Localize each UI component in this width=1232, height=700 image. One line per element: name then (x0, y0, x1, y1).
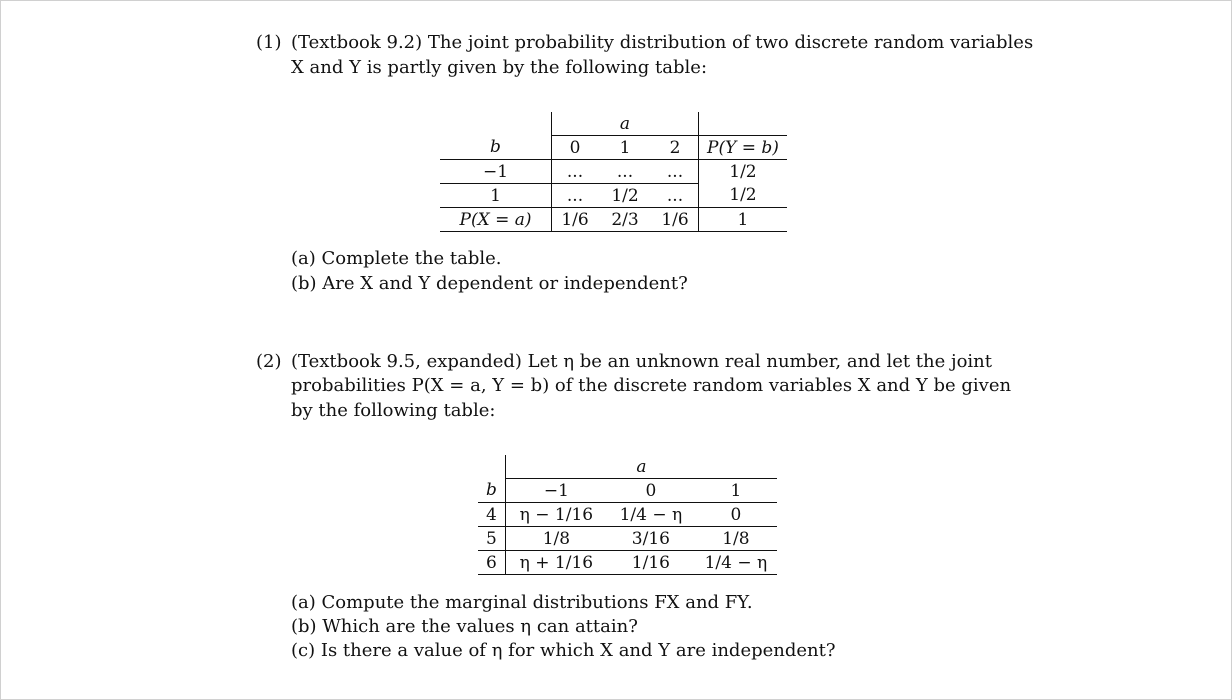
table-row (478, 527, 777, 551)
table1-cell: ... (652, 184, 699, 208)
table1-cell: ... (552, 160, 599, 184)
table1-row-b: 1 (440, 184, 552, 208)
table1-marg-x: 1/6 (652, 208, 699, 232)
problem2-text-line2: probabilities P(X = a, Y = b) of the discrete random variables X and Y be given (291, 375, 1012, 396)
table-row (478, 503, 777, 527)
table1-marg-y-header: P(Y = b) (699, 136, 787, 160)
table1-a-value: 1 (598, 136, 652, 160)
table2-cell: 1/4 − η (695, 551, 777, 575)
table1-row-b: −1 (440, 160, 552, 184)
problem1-question-b: (b) Are X and Y dependent or independent? (291, 273, 688, 294)
table1-col-b: b (440, 136, 552, 160)
table1-a-value: 2 (652, 136, 699, 160)
problem1-number: (1) (256, 32, 282, 53)
table2-col-b: b (478, 479, 505, 503)
table-row (478, 551, 777, 575)
table1-marg-x: 1/6 (552, 208, 599, 232)
problem2-question-b: (b) Which are the values η can attain? (291, 616, 638, 637)
table1-marg-x-label: P(X = a) (440, 208, 552, 232)
table2-cell: 1/8 (695, 527, 777, 551)
table1-cell: ... (552, 184, 599, 208)
problem2-text-line1: (Textbook 9.5, expanded) Let η be an unknown real number, and let the joint (291, 351, 993, 372)
table2-cell: 3/16 (607, 527, 695, 551)
table2-row-b: 5 (478, 527, 505, 551)
problem2-question-a: (a) Compute the marginal distributions FX and FY. (291, 592, 753, 613)
table2-cell: η − 1/16 (505, 503, 607, 527)
table1-cell: ... (598, 160, 652, 184)
table1-marg-x: 2/3 (598, 208, 652, 232)
table2-cell: η + 1/16 (505, 551, 607, 575)
problem1-text-line1: (Textbook 9.2) The joint probability distribution of two discrete random variables (291, 32, 1034, 53)
table1-marg-y: 1/2 (699, 160, 787, 184)
table-row (440, 160, 787, 184)
table-row (440, 184, 787, 208)
table1-header-a: a (552, 112, 699, 136)
table2-cell: 1/4 − η (607, 503, 695, 527)
table2-header-a: a (505, 455, 777, 479)
table2-a-value: 1 (695, 479, 777, 503)
table1-a-value: 0 (552, 136, 599, 160)
table2-cell: 1/16 (607, 551, 695, 575)
table2-row-b: 4 (478, 503, 505, 527)
problem2-table (478, 455, 777, 575)
problem2-text-line3: by the following table: (291, 400, 496, 421)
table2-a-value: −1 (505, 479, 607, 503)
problem1-table (440, 112, 787, 232)
table2-cell: 0 (695, 503, 777, 527)
table1-marg-y: 1/2 (699, 184, 787, 208)
problem1-question-a: (a) Complete the table. (291, 248, 502, 269)
table2-row-b: 6 (478, 551, 505, 575)
table1-cell: 1/2 (598, 184, 652, 208)
table2-a-value: 0 (607, 479, 695, 503)
table1-cell: ... (652, 160, 699, 184)
table2-cell: 1/8 (505, 527, 607, 551)
problem2-number: (2) (256, 351, 282, 372)
problem1-text-line2: X and Y is partly given by the following table: (291, 57, 708, 78)
table1-total: 1 (699, 208, 787, 232)
problem2-question-c: (c) Is there a value of η for which X and Y are independent? (291, 640, 836, 661)
